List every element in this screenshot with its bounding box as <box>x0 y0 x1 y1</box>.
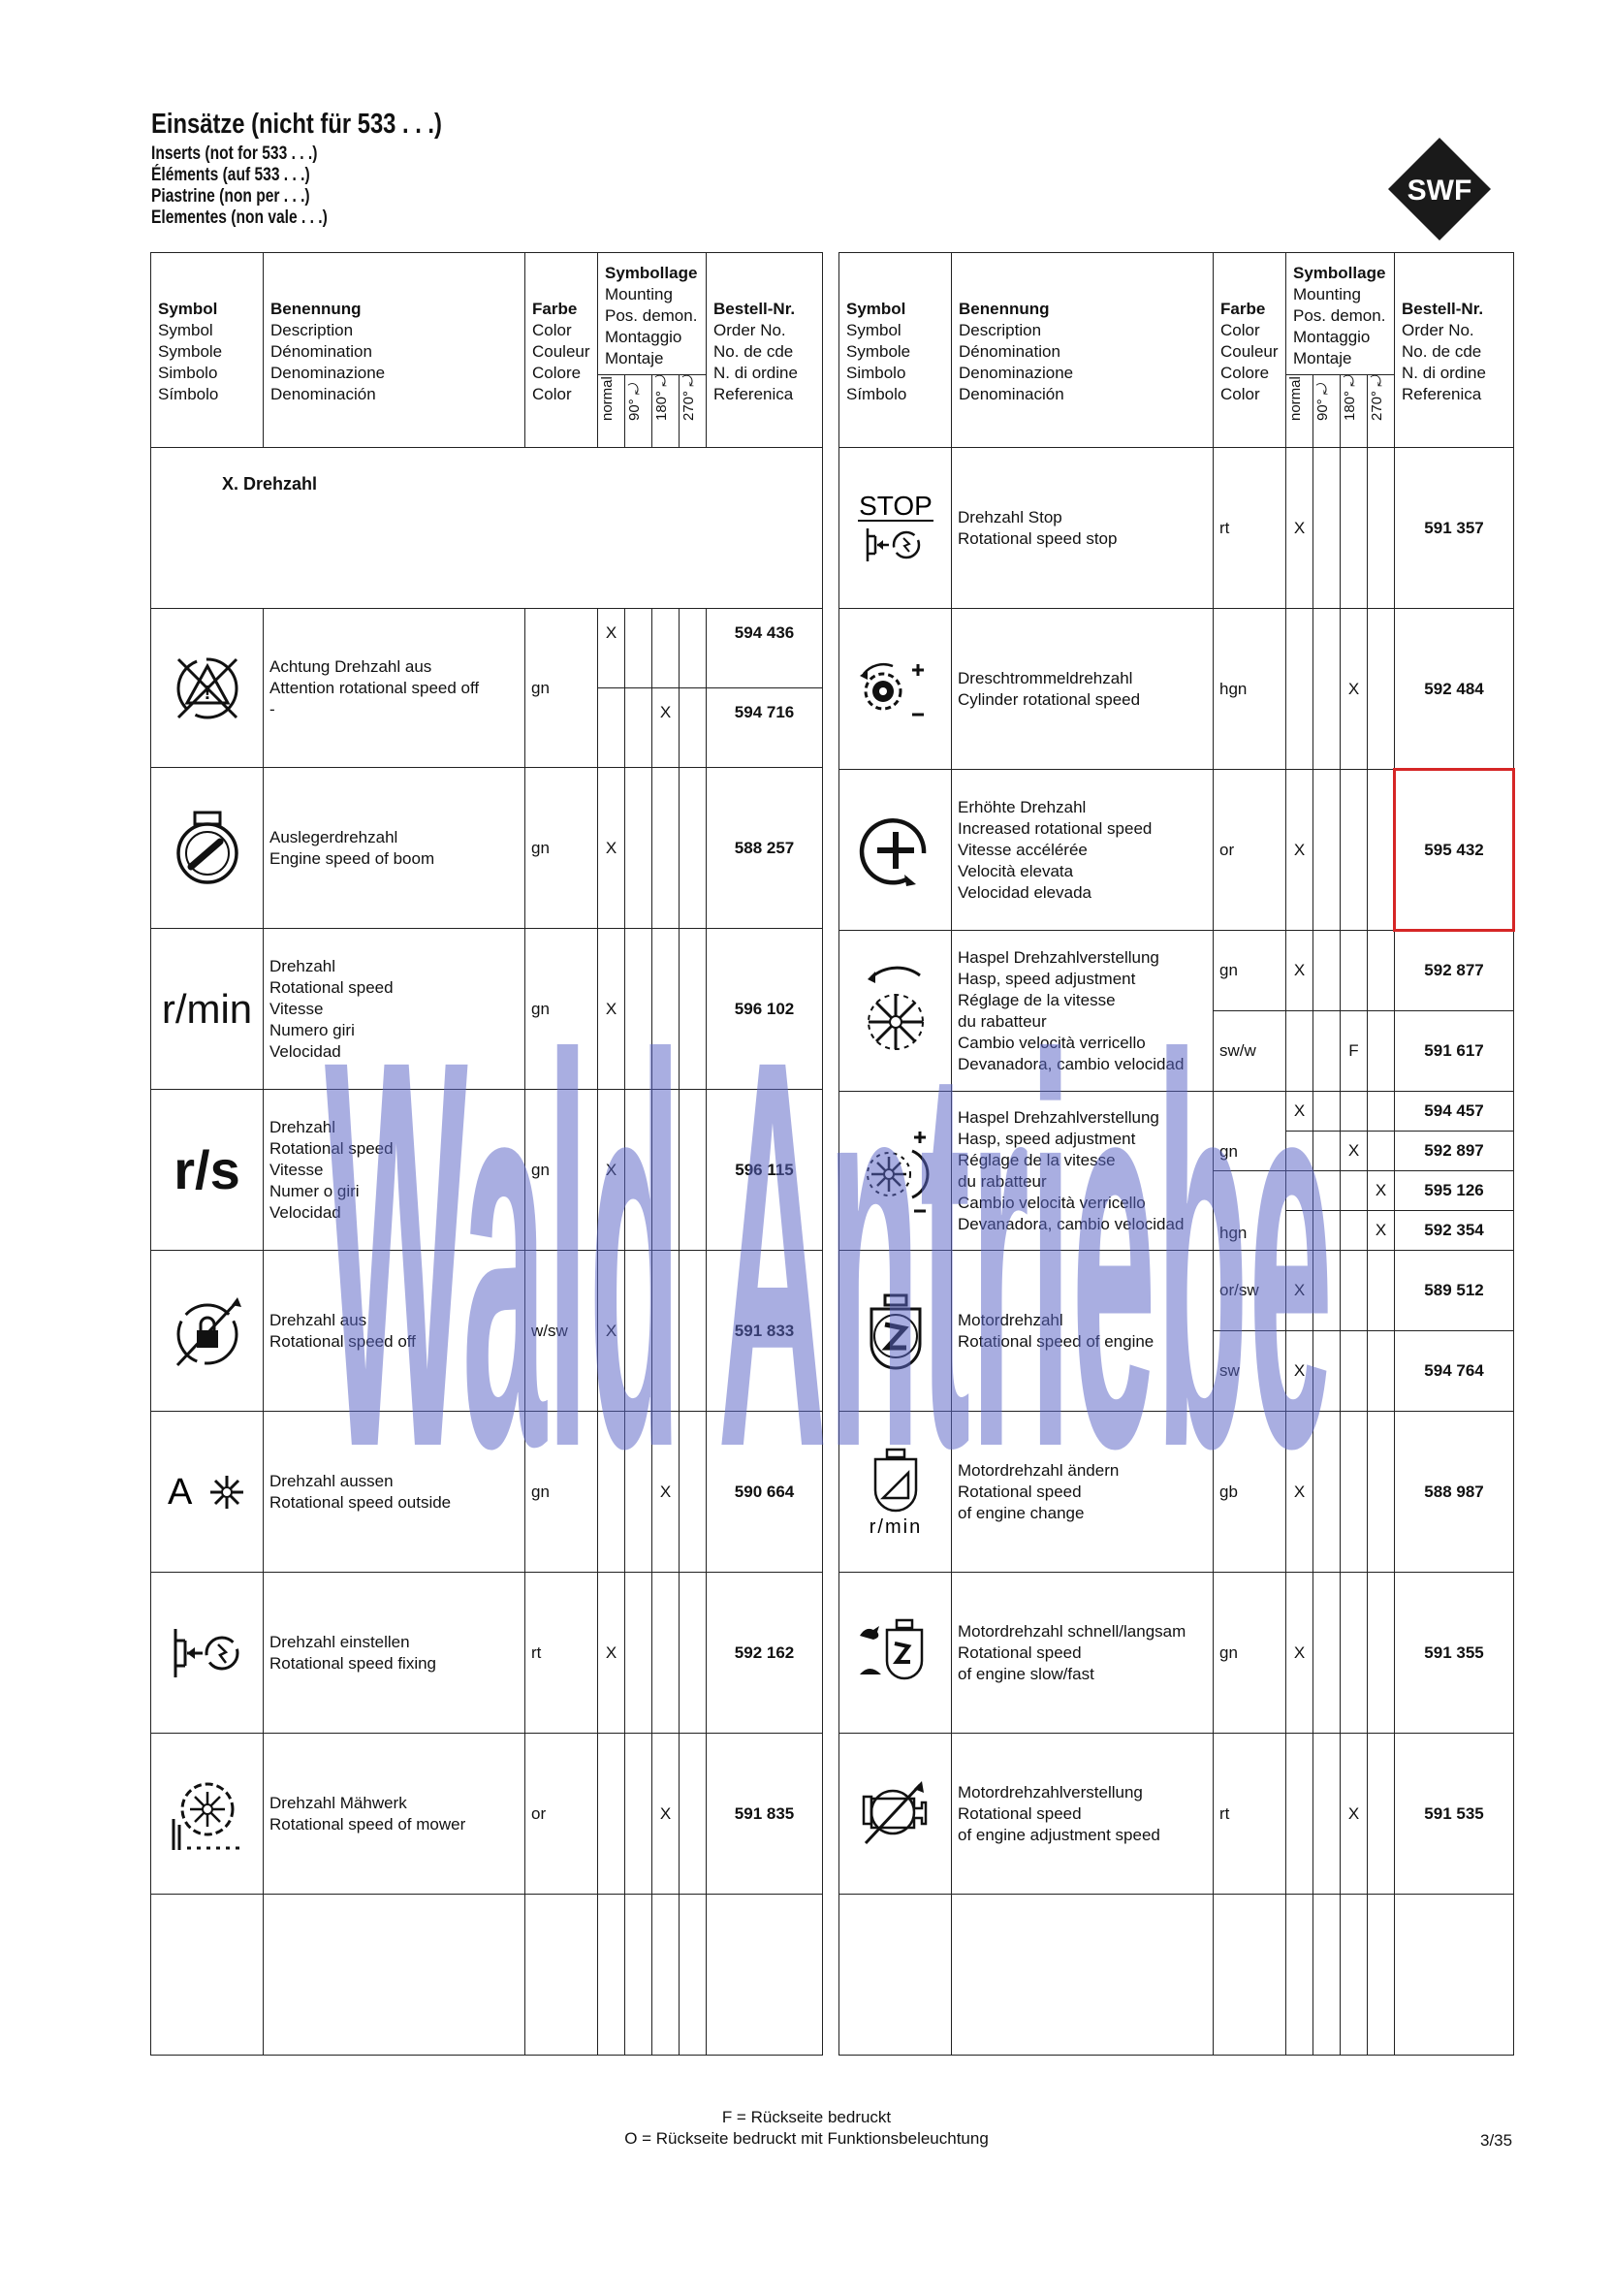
mark-cell <box>680 1251 707 1412</box>
mark-cell <box>1368 1132 1395 1171</box>
speed-outside-icon <box>164 1463 251 1521</box>
symbol-cell <box>151 929 264 1090</box>
subtitle-en: Inserts (not for 533 . . .) <box>151 144 318 164</box>
engine-slow-fast-icon <box>852 1614 939 1692</box>
mark-cell: X <box>1286 1092 1313 1132</box>
mark-cell <box>652 609 680 688</box>
mark-cell <box>1368 770 1395 931</box>
color-cell: rt <box>1214 1734 1286 1895</box>
mark-cell <box>680 1090 707 1251</box>
mark-cell <box>1313 1734 1341 1895</box>
reel-speed-icon <box>852 958 939 1065</box>
header-mounting: Symbollage Mounting Pos. demon. Montaggio Montaje <box>598 253 707 375</box>
mower-speed-icon <box>164 1770 251 1858</box>
mark-cell <box>625 1251 652 1412</box>
speed-fixing-icon <box>164 1619 251 1687</box>
pos-180: 180° ⤾ <box>1342 374 1358 421</box>
header-order: Bestell-Nr. Order No. No. de cde N. di ordine Referenica <box>707 253 823 448</box>
order-number: 595 432 <box>1395 770 1514 931</box>
mark-cell <box>1341 448 1368 609</box>
pos-180: 180° ⤾ <box>653 374 670 421</box>
mark-cell <box>625 1734 652 1895</box>
mark-cell <box>1313 609 1341 770</box>
order-number: 592 877 <box>1395 931 1514 1011</box>
order-number: 588 987 <box>1395 1412 1514 1573</box>
empty-cell <box>1395 1895 1514 2056</box>
reel-speed-plus-minus-icon <box>852 1118 939 1225</box>
color-cell: gn <box>525 1090 598 1251</box>
header-color: Farbe Color Couleur Colore Color <box>1214 253 1286 448</box>
color-cell: hgn <box>1214 1171 1286 1251</box>
mark-cell: X <box>598 1251 625 1412</box>
symbol-cell <box>151 768 264 929</box>
order-number: 591 617 <box>1395 1011 1514 1092</box>
mark-cell: X <box>598 609 625 688</box>
mark-cell <box>625 1412 652 1573</box>
order-number: 596 115 <box>707 1090 823 1251</box>
empty-cell <box>1368 1895 1395 2056</box>
engine-speed-icon <box>852 1288 939 1375</box>
mark-cell <box>1313 1132 1341 1171</box>
svg-text:r/min: r/min <box>869 1515 922 1538</box>
mark-cell <box>1286 1132 1313 1171</box>
color-cell: or <box>525 1734 598 1895</box>
subtitle-it: Piastrine (non per . . .) <box>151 186 310 207</box>
empty-cell <box>598 1895 625 2056</box>
order-number: 595 126 <box>1395 1171 1514 1211</box>
symbol-cell <box>839 1412 952 1573</box>
symbol-cell <box>151 1090 264 1251</box>
header-description: Benennung Description Dénomination Denominazione Denominación <box>264 253 525 448</box>
order-number: 592 897 <box>1395 1132 1514 1171</box>
empty-cell <box>652 1895 680 2056</box>
description-cell: Drehzahl aussen Rotational speed outside <box>264 1412 525 1573</box>
pos-270: 270° ⤾ <box>680 374 697 421</box>
empty-cell <box>1313 1895 1341 2056</box>
subtitle-es: Elementes (non vale . . .) <box>151 207 328 228</box>
color-cell: sw/w <box>1214 1011 1286 1092</box>
mark-cell <box>652 1251 680 1412</box>
color-cell: sw <box>1214 1331 1286 1412</box>
svg-text:Wald Antriebe: Wald Antriebe <box>325 944 1333 1454</box>
description-cell: Achtung Drehzahl aus Attention rotational speed off - <box>264 609 525 768</box>
description-cell: Drehzahl aus Rotational speed off <box>264 1251 525 1412</box>
mark-cell: X <box>1368 1211 1395 1251</box>
mark-cell: X <box>652 1412 680 1573</box>
description-cell: Drehzahl Rotational speed Vitesse Numero giri Velocidad <box>264 929 525 1090</box>
description-cell: Haspel Drehzahlverstellung Hasp, speed adjustment Réglage de la vitesse du rabatteur Cambio velocità verricello Devanadora, cambio velocidad <box>952 1092 1214 1251</box>
mark-cell: X <box>1286 931 1313 1011</box>
header-description: Benennung Description Dénomination Denominazione Denominación <box>952 253 1214 448</box>
mark-cell <box>1368 609 1395 770</box>
header-symbol: Symbol Symbol Symbole Simbolo Símbolo <box>839 253 952 448</box>
color-cell: gb <box>1214 1412 1286 1573</box>
mark-cell <box>652 1573 680 1734</box>
symbol-cell <box>839 770 952 931</box>
svg-text:A: A <box>167 1471 192 1513</box>
logo-text: SWF <box>1407 175 1472 207</box>
mark-cell: X <box>652 1734 680 1895</box>
symbol-cell <box>839 1734 952 1895</box>
increased-speed-icon <box>852 807 939 894</box>
mark-cell: X <box>1286 770 1313 931</box>
order-number: 594 716 <box>707 688 823 768</box>
cylinder-speed-icon <box>852 651 939 728</box>
symbol-cell <box>839 1573 952 1734</box>
order-number: 592 162 <box>707 1573 823 1734</box>
mark-cell <box>680 768 707 929</box>
color-cell: gn <box>1214 1573 1286 1734</box>
mark-cell <box>1368 448 1395 609</box>
empty-cell <box>839 1895 952 2056</box>
symbol-cell <box>839 609 952 770</box>
mark-cell <box>1341 931 1368 1011</box>
mark-cell <box>1341 1412 1368 1573</box>
description-cell: Motordrehzahl Rotational speed of engine <box>952 1251 1214 1412</box>
empty-cell <box>264 1895 525 2056</box>
page-title: Einsätze (nicht für 533 . . .) <box>151 109 442 140</box>
mark-cell <box>1286 1734 1313 1895</box>
mark-cell <box>625 929 652 1090</box>
mark-cell: X <box>1341 609 1368 770</box>
mark-cell <box>652 929 680 1090</box>
mark-cell <box>1313 1573 1341 1734</box>
attention-speed-off-icon <box>164 645 251 732</box>
order-number: 591 835 <box>707 1734 823 1895</box>
mark-cell: X <box>1286 1331 1313 1412</box>
mark-cell <box>680 1734 707 1895</box>
pos-normal: normal <box>599 376 616 421</box>
symbol-cell <box>151 1573 264 1734</box>
mark-cell <box>1341 1171 1368 1211</box>
r-min-icon: r/min <box>161 985 253 1032</box>
description-cell: Drehzahl Rotational speed Vitesse Numer o giri Velocidad <box>264 1090 525 1251</box>
page-number: 3/35 <box>1480 2131 1513 2150</box>
symbol-cell <box>151 1251 264 1412</box>
mark-cell: X <box>1286 1251 1313 1331</box>
description-cell: Motordrehzahl schnell/langsam Rotational speed of engine slow/fast <box>952 1573 1214 1734</box>
mark-cell <box>1368 931 1395 1011</box>
order-number: 589 512 <box>1395 1251 1514 1331</box>
engine-speed-change-icon <box>852 1444 939 1541</box>
mark-cell <box>1341 770 1368 931</box>
order-number: 588 257 <box>707 768 823 929</box>
order-number: 591 535 <box>1395 1734 1514 1895</box>
symbol-cell <box>151 1734 264 1895</box>
description-cell: Drehzahl einstellen Rotational speed fixing <box>264 1573 525 1734</box>
header-mounting: Symbollage Mounting Pos. demon. Montaggio Montaje <box>1286 253 1395 375</box>
symbol-cell <box>839 931 952 1092</box>
mark-cell <box>1313 931 1341 1011</box>
mark-cell <box>1286 609 1313 770</box>
mark-cell <box>680 1573 707 1734</box>
svg-text:!: ! <box>204 682 210 704</box>
pos-normal: normal <box>1287 376 1304 421</box>
order-number: 591 833 <box>707 1251 823 1412</box>
color-cell: w/sw <box>525 1251 598 1412</box>
mark-cell: X <box>598 1573 625 1734</box>
mark-cell <box>1313 1171 1341 1211</box>
mark-cell <box>1368 1092 1395 1132</box>
mark-cell: X <box>1341 1132 1368 1171</box>
color-cell: gn <box>1214 931 1286 1011</box>
empty-cell <box>625 1895 652 2056</box>
mark-cell: X <box>1341 1734 1368 1895</box>
engine-speed-adjust-icon <box>852 1775 939 1853</box>
color-cell: gn <box>525 609 598 768</box>
mark-cell: X <box>598 929 625 1090</box>
subtitle-fr: Éléments (auf 533 . . .) <box>151 165 310 185</box>
mark-cell <box>1368 1573 1395 1734</box>
order-number: 594 457 <box>1395 1092 1514 1132</box>
mark-cell <box>625 688 652 768</box>
mark-cell: X <box>652 688 680 768</box>
mark-cell <box>598 1734 625 1895</box>
empty-cell <box>1214 1895 1286 2056</box>
mark-cell <box>1368 1331 1395 1412</box>
description-cell: Motordrehzahlverstellung Rotational speed of engine adjustment speed <box>952 1734 1214 1895</box>
order-number: 594 764 <box>1395 1331 1514 1412</box>
color-cell: rt <box>1214 448 1286 609</box>
mark-cell <box>1313 1211 1341 1251</box>
mark-cell <box>1286 1211 1313 1251</box>
mark-cell: X <box>1368 1171 1395 1211</box>
order-number: 594 436 <box>707 609 823 688</box>
mark-cell <box>1286 1171 1313 1211</box>
mark-cell <box>1341 1211 1368 1251</box>
header-symbol: Symbol Symbol Symbole Simbolo Símbolo <box>151 253 264 448</box>
header-order: Bestell-Nr. Order No. No. de cde N. di ordine Referenica <box>1395 253 1514 448</box>
color-cell: gn <box>1214 1092 1286 1171</box>
left-table <box>150 252 823 2056</box>
description-cell: Drehzahl Mähwerk Rotational speed of mower <box>264 1734 525 1895</box>
right-table <box>838 252 1514 2056</box>
swf-logo <box>1386 136 1493 242</box>
highlight-box <box>1393 768 1515 932</box>
pos-270: 270° ⤾ <box>1369 374 1385 421</box>
description-cell: Motordrehzahl ändern Rotational speed of engine change <box>952 1412 1214 1573</box>
pos-90: 90° ⤾ <box>1314 382 1331 421</box>
footer-note-o: O = Rückseite bedruckt mit Funktionsbeleuchtung <box>624 2129 989 2148</box>
mark-cell <box>1313 1092 1341 1132</box>
mark-cell <box>652 1090 680 1251</box>
mark-cell <box>1286 1011 1313 1092</box>
r-s-icon: r/s <box>174 1138 240 1200</box>
symbol-cell <box>839 1251 952 1412</box>
mark-cell <box>1313 1412 1341 1573</box>
order-number: 592 484 <box>1395 609 1514 770</box>
empty-cell <box>525 1895 598 2056</box>
description-cell: Auslegerdrehzahl Engine speed of boom <box>264 768 525 929</box>
order-number: 590 664 <box>707 1412 823 1573</box>
mark-cell <box>1368 1011 1395 1092</box>
color-cell: gn <box>525 929 598 1090</box>
mark-cell <box>598 688 625 768</box>
color-cell: gn <box>525 768 598 929</box>
empty-cell <box>952 1895 1214 2056</box>
symbol-cell <box>151 609 264 768</box>
mark-cell <box>1341 1331 1368 1412</box>
description-cell: Erhöhte Drehzahl Increased rotational speed Vitesse accélérée Velocità elevata Velocidad elevada <box>952 770 1214 931</box>
mark-cell: X <box>598 768 625 929</box>
mark-cell: X <box>1286 1412 1313 1573</box>
mark-cell <box>1341 1251 1368 1331</box>
section-title: X. Drehzahl <box>151 448 823 609</box>
svg-text:STOP: STOP <box>858 490 933 521</box>
empty-cell <box>1341 1895 1368 2056</box>
pos-90: 90° ⤾ <box>626 382 643 421</box>
mark-cell <box>680 688 707 768</box>
mark-cell <box>598 1412 625 1573</box>
empty-cell <box>151 1895 264 2056</box>
empty-cell <box>707 1895 823 2056</box>
color-cell: or/sw <box>1214 1251 1286 1331</box>
mark-cell <box>680 609 707 688</box>
mark-cell <box>1313 770 1341 931</box>
mark-cell: X <box>598 1090 625 1251</box>
mark-cell <box>625 609 652 688</box>
symbol-cell <box>839 1092 952 1251</box>
mark-cell <box>1368 1412 1395 1573</box>
order-number: 591 357 <box>1395 448 1514 609</box>
mark-cell <box>625 1573 652 1734</box>
mark-cell <box>1313 1331 1341 1412</box>
description-cell: Haspel Drehzahlverstellung Hasp, speed adjustment Réglage de la vitesse du rabatteur Cambio velocità verricello Devanadora, cambio velocidad <box>952 931 1214 1092</box>
mark-cell <box>625 768 652 929</box>
mark-cell <box>1368 1734 1395 1895</box>
color-cell: or <box>1214 770 1286 931</box>
mark-cell: X <box>1286 448 1313 609</box>
order-number: 591 355 <box>1395 1573 1514 1734</box>
boom-speed-icon <box>164 805 251 892</box>
empty-cell <box>680 1895 707 2056</box>
mark-cell <box>652 768 680 929</box>
symbol-cell <box>839 448 952 609</box>
mark-cell <box>1341 1092 1368 1132</box>
mark-cell <box>680 1412 707 1573</box>
mark-cell <box>1341 1573 1368 1734</box>
mark-cell <box>1313 448 1341 609</box>
header-color: Farbe Color Couleur Colore Color <box>525 253 598 448</box>
footer-note-f: F = Rückseite bedruckt <box>721 2108 892 2126</box>
mark-cell <box>680 929 707 1090</box>
symbol-cell <box>151 1412 264 1573</box>
order-number: 592 354 <box>1395 1211 1514 1251</box>
empty-cell <box>1286 1895 1313 2056</box>
color-cell: gn <box>525 1412 598 1573</box>
description-cell: Dreschtrommeldrehzahl Cylinder rotational speed <box>952 609 1214 770</box>
color-cell: hgn <box>1214 609 1286 770</box>
description-cell: Drehzahl Stop Rotational speed stop <box>952 448 1214 609</box>
mark-cell <box>1313 1011 1341 1092</box>
speed-off-lock-icon <box>164 1288 251 1375</box>
mark-cell: X <box>1286 1573 1313 1734</box>
color-cell: rt <box>525 1573 598 1734</box>
mark-cell <box>1368 1251 1395 1331</box>
mark-cell <box>625 1090 652 1251</box>
order-number: 596 102 <box>707 929 823 1090</box>
speed-stop-icon <box>852 490 939 567</box>
mark-cell <box>1313 1251 1341 1331</box>
mark-cell: F <box>1341 1011 1368 1092</box>
